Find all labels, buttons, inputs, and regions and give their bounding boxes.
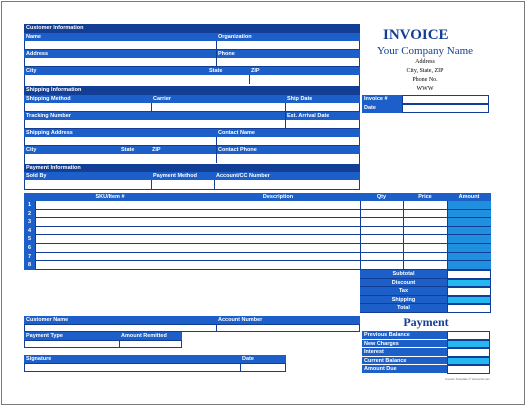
company-city-state-zip: City, State, ZIP	[406, 68, 444, 74]
est-arrival-label: Est. Arrival Date	[285, 112, 360, 120]
item-row-number: 2	[24, 210, 35, 219]
table-row[interactable]	[35, 253, 447, 262]
company-phone: Phone No.	[412, 77, 438, 83]
item-row-number: 6	[24, 244, 35, 253]
shipping-city-field[interactable]	[24, 154, 360, 163]
contact-name-label: Contact Name	[216, 129, 360, 137]
payment-type-label: Payment Type	[24, 332, 119, 340]
shipping-address-label: Shipping Address	[24, 129, 216, 137]
item-amount-cell	[448, 227, 491, 236]
city-state-zip-field[interactable]	[24, 75, 360, 84]
contact-phone-label: Contact Phone	[216, 146, 360, 154]
payment-row-value[interactable]	[447, 357, 490, 366]
shipping-section-title: Shipping Information	[24, 86, 360, 95]
total-label: Shipping	[360, 296, 447, 305]
customer-name-field[interactable]	[24, 324, 360, 332]
customer-section-title: Customer Information	[24, 24, 360, 33]
item-amount-cell	[448, 235, 491, 244]
carrier-label: Carrier	[151, 95, 285, 103]
shipping-state-label: State	[119, 146, 150, 154]
shipping-city-label: City	[24, 146, 119, 154]
payment-row-label: Amount Due	[362, 365, 447, 374]
item-row-number: 5	[24, 235, 35, 244]
payment-title: Payment	[403, 315, 449, 329]
table-row[interactable]	[35, 235, 447, 244]
shipping-zip-label: ZIP	[150, 146, 216, 154]
item-row-number: 3	[24, 218, 35, 227]
item-amount-cell	[448, 253, 491, 262]
footer-note: Invoice Template © Vertex42.com	[445, 377, 490, 381]
item-row-number: 4	[24, 227, 35, 236]
zip-label: ZIP	[249, 67, 360, 75]
signature-label: Signature	[24, 355, 240, 363]
total-label: Total	[360, 304, 447, 313]
item-row-number: 8	[24, 261, 35, 270]
total-value[interactable]	[447, 279, 491, 288]
table-row[interactable]	[35, 201, 447, 210]
item-row-number: 1	[24, 201, 35, 210]
amount-remitted-label: Amount Remitted	[119, 332, 182, 340]
payment-method-label: Payment Method	[151, 172, 214, 180]
payment-row-label: Current Balance	[362, 357, 447, 366]
col-amount: Amount	[447, 193, 491, 201]
total-value[interactable]	[447, 287, 491, 296]
sold-by-label: Sold By	[24, 172, 151, 180]
ship-date-label: Ship Date	[285, 95, 360, 103]
state-label: State	[207, 67, 249, 75]
table-row[interactable]	[35, 261, 447, 270]
item-amount-cell	[448, 201, 491, 210]
city-label: City	[24, 67, 207, 75]
customer-name-label: Customer Name	[24, 316, 216, 324]
item-amount-cell	[448, 210, 491, 219]
signature-date-label: Date	[240, 355, 286, 363]
table-row[interactable]	[35, 244, 447, 253]
company-name: Your Company Name	[376, 45, 474, 57]
item-amount-cell	[448, 244, 491, 253]
total-label: Discount	[360, 279, 447, 288]
total-value[interactable]	[447, 296, 491, 305]
invoice-title: INVOICE	[383, 27, 449, 43]
payment-row-value[interactable]	[447, 365, 490, 374]
item-amount-cell	[448, 261, 491, 270]
date-field[interactable]	[402, 104, 489, 113]
signature-field[interactable]	[24, 363, 286, 372]
payment-row-label: Interest	[362, 348, 447, 357]
organization-label: Organization	[216, 33, 360, 41]
shipping-method-label: Shipping Method	[24, 95, 151, 103]
col-price: Price	[403, 193, 447, 201]
name-label: Name	[24, 33, 216, 41]
col-sku: SKU/Item #	[24, 193, 196, 201]
payment-row-value[interactable]	[447, 340, 490, 349]
company-www: WWW	[416, 86, 434, 92]
total-value[interactable]	[447, 270, 491, 279]
payment-row-label: Previous Balance	[362, 331, 447, 340]
address-label: Address	[24, 50, 216, 58]
total-value[interactable]	[447, 304, 491, 313]
col-description: Description	[196, 193, 360, 201]
phone-label: Phone	[216, 50, 360, 58]
payment-row-label: New Charges	[362, 340, 447, 349]
total-label: Subtotal	[360, 270, 447, 279]
total-label: Tax	[360, 287, 447, 296]
item-amount-cell	[448, 218, 491, 227]
col-qty: Qty	[360, 193, 403, 201]
payment-section-title: Payment Information	[24, 164, 360, 172]
sold-by-field[interactable]	[24, 180, 360, 189]
account-cc-label: Account/CC Number	[214, 172, 360, 180]
payment-row-value[interactable]	[447, 331, 490, 340]
company-address: Address	[415, 59, 435, 65]
table-row[interactable]	[35, 227, 447, 236]
invoice-number-field[interactable]	[402, 95, 489, 104]
table-row[interactable]	[35, 218, 447, 227]
tracking-number-label: Tracking Number	[24, 112, 285, 120]
date-label: Date	[362, 104, 402, 113]
invoice-number-label: Invoice #	[362, 95, 402, 104]
account-number-label: Account Number	[216, 316, 360, 324]
payment-row-value[interactable]	[447, 348, 490, 357]
payment-type-field[interactable]	[24, 340, 182, 348]
item-row-number: 7	[24, 253, 35, 262]
table-row[interactable]	[35, 210, 447, 219]
